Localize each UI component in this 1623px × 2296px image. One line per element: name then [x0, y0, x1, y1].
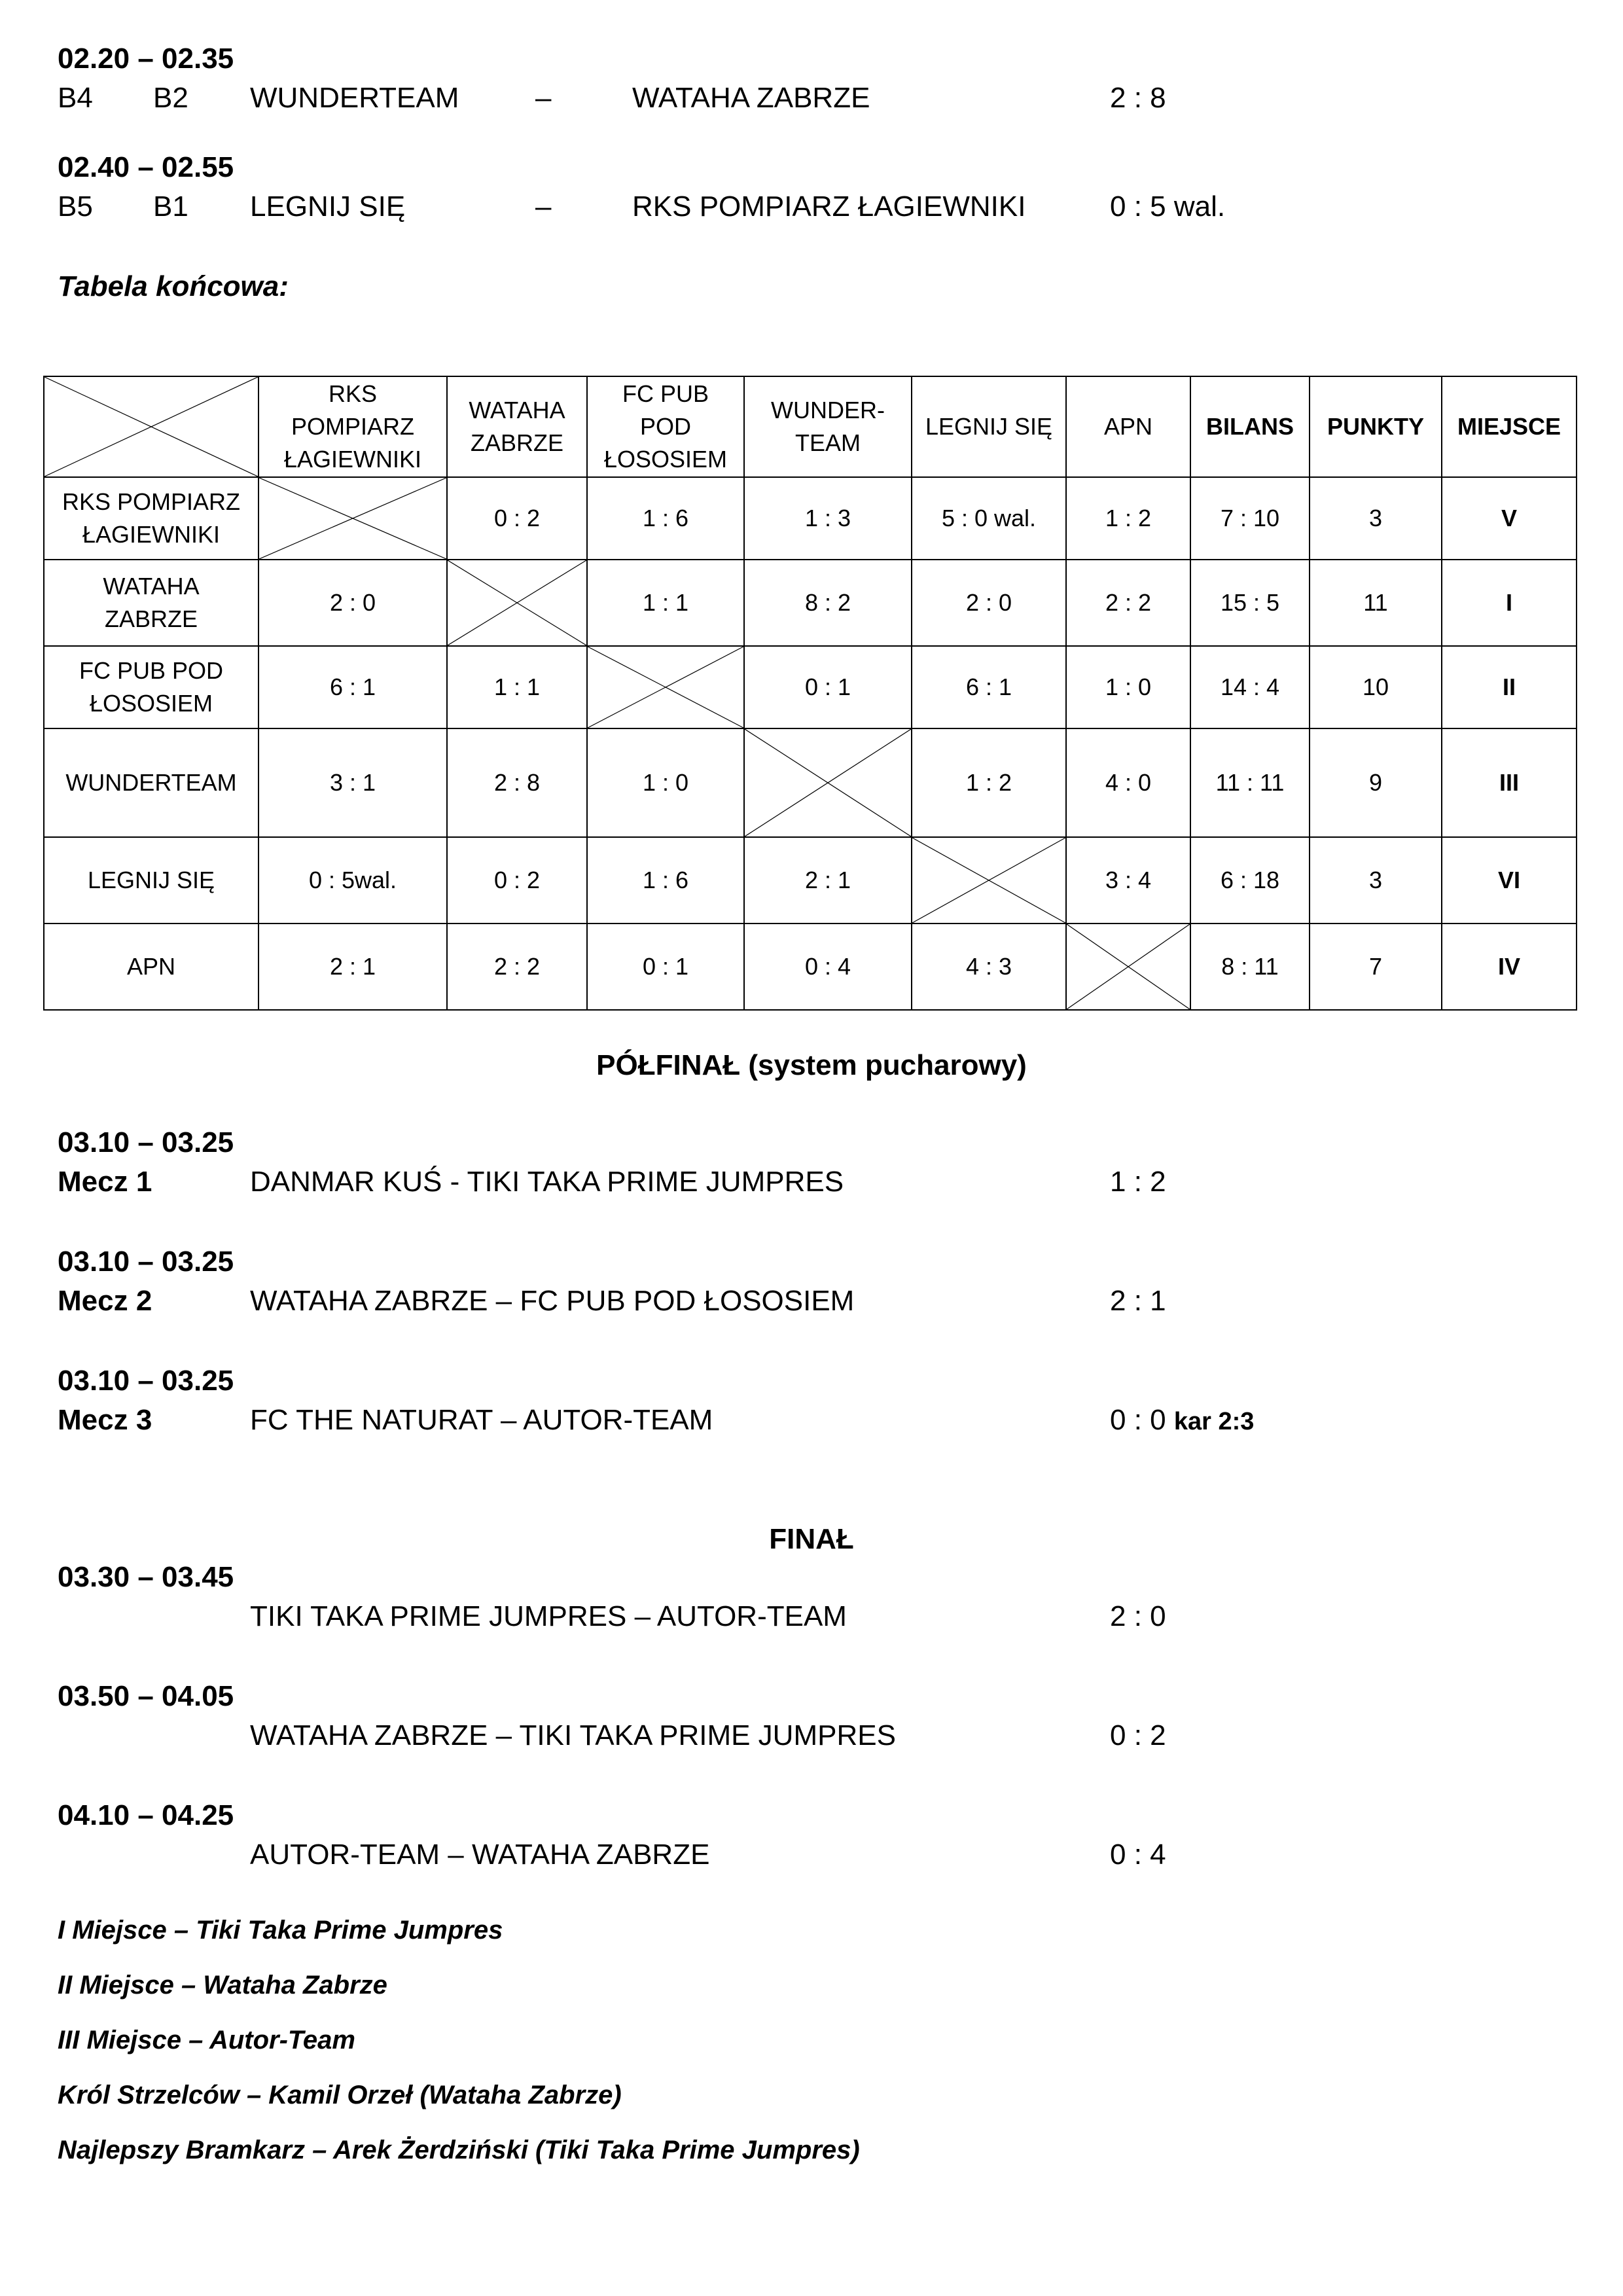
- home-team: LEGNIJ SIĘ: [250, 190, 406, 223]
- result-line: III Miejsce – Autor-Team: [58, 2026, 355, 2054]
- corner-cell: [44, 376, 259, 477]
- result-line: II Miejsce – Wataha Zabrze: [58, 1971, 387, 2000]
- score-cell: 3 : 4: [1066, 837, 1190, 924]
- points-cell: 3: [1310, 477, 1442, 560]
- match-label: Mecz 3: [58, 1404, 152, 1436]
- balance-cell: 15 : 5: [1190, 560, 1310, 646]
- score-cell: 1 : 6: [587, 477, 744, 560]
- score-cell: 6 : 1: [912, 646, 1066, 728]
- score: 0 : 2: [1110, 1719, 1166, 1751]
- self-match-cell: [912, 837, 1066, 924]
- match-label: Mecz 2: [58, 1285, 152, 1317]
- score: 0 : 5 wal.: [1110, 190, 1226, 223]
- score-cell: 0 : 5wal.: [259, 837, 447, 924]
- self-match-cell: [447, 560, 587, 646]
- score-cell: 4 : 3: [912, 924, 1066, 1010]
- table-header-row: [44, 376, 1577, 477]
- col-header: LEGNIJ SIĘ: [912, 376, 1066, 477]
- final-title: FINAŁ: [769, 1523, 854, 1555]
- home-team: WUNDERTEAM: [250, 82, 459, 114]
- points-cell: 11: [1310, 560, 1442, 646]
- score-cell: 1 : 1: [587, 560, 744, 646]
- score-value: 0 : 0: [1110, 1404, 1166, 1436]
- result-line: I Miejsce – Tiki Taka Prime Jumpres: [58, 1916, 503, 1945]
- match-time: 04.10 – 04.25: [58, 1799, 234, 1831]
- place-cell: VI: [1442, 837, 1577, 924]
- score-cell: 2 : 2: [1066, 560, 1190, 646]
- match-time: 03.10 – 03.25: [58, 1246, 234, 1278]
- match-time: 02.40 – 02.55: [58, 151, 234, 183]
- self-match-cell: [744, 728, 912, 837]
- cross-mark: [588, 647, 743, 728]
- table-row: [44, 477, 1577, 560]
- self-match-cell: [1066, 924, 1190, 1010]
- score-cell: 2 : 0: [259, 560, 447, 646]
- cross-mark: [448, 560, 586, 645]
- points-cell: 3: [1310, 837, 1442, 924]
- away-team: RKS POMPIARZ ŁAGIEWNIKI: [632, 190, 1026, 223]
- row-team-name: LEGNIJ SIĘ: [44, 837, 259, 924]
- score-value: 1 : 2: [1110, 1166, 1166, 1198]
- score: [1110, 1402, 1254, 1440]
- col-header: APN: [1066, 376, 1190, 477]
- match-time: 02.20 – 02.35: [58, 43, 234, 75]
- score-value: 2 : 1: [1110, 1285, 1166, 1317]
- score-cell: 4 : 0: [1066, 728, 1190, 837]
- group-code: B4: [58, 82, 93, 114]
- row-team-name: RKS POMPIARZ ŁAGIEWNIKI: [44, 477, 259, 560]
- cross-mark: [259, 478, 446, 559]
- match-teams: FC THE NATURAT – AUTOR-TEAM: [250, 1404, 713, 1436]
- score-cell: 1 : 2: [1066, 477, 1190, 560]
- balance-cell: 8 : 11: [1190, 924, 1310, 1010]
- dash: –: [535, 82, 552, 114]
- result-line: Najlepszy Bramkarz – Arek Żerdziński (Tiki Taka Prime Jumpres): [58, 2136, 860, 2164]
- cross-mark: [45, 377, 258, 476]
- group-code: B5: [58, 190, 93, 223]
- penalty-note: kar 2:3: [1173, 1408, 1255, 1435]
- standings-table: [43, 376, 1577, 1011]
- score-cell: 1 : 0: [587, 728, 744, 837]
- score-cell: 2 : 2: [447, 924, 587, 1010]
- match-teams: WATAHA ZABRZE – FC PUB POD ŁOSOSIEM: [250, 1285, 855, 1317]
- group-code: B1: [153, 190, 188, 223]
- score-cell: 0 : 1: [744, 646, 912, 728]
- score-cell: 8 : 2: [744, 560, 912, 646]
- cross-mark: [1067, 924, 1190, 1009]
- place-cell: IV: [1442, 924, 1577, 1010]
- score-cell: 1 : 1: [447, 646, 587, 728]
- col-header: WATAHA ZABRZE: [447, 376, 587, 477]
- match-time: 03.10 – 03.25: [58, 1365, 234, 1397]
- score-cell: 0 : 2: [447, 477, 587, 560]
- score-cell: 6 : 1: [259, 646, 447, 728]
- match-time: 03.30 – 03.45: [58, 1561, 234, 1593]
- col-header: FC PUB POD ŁOSOSIEM: [587, 376, 744, 477]
- table-row: [44, 837, 1577, 924]
- col-header: PUNKTY: [1310, 376, 1442, 477]
- score-cell: 1 : 0: [1066, 646, 1190, 728]
- place-cell: III: [1442, 728, 1577, 837]
- score-cell: 1 : 6: [587, 837, 744, 924]
- balance-cell: 14 : 4: [1190, 646, 1310, 728]
- row-team-name: WATAHA ZABRZE: [44, 560, 259, 646]
- table-row: [44, 924, 1577, 1010]
- group-code: B2: [153, 82, 188, 114]
- score: [1110, 1283, 1166, 1319]
- row-team-name: WUNDERTEAM: [44, 728, 259, 837]
- self-match-cell: [259, 477, 447, 560]
- score-cell: 2 : 8: [447, 728, 587, 837]
- score-cell: 5 : 0 wal.: [912, 477, 1066, 560]
- points-cell: 10: [1310, 646, 1442, 728]
- balance-cell: 7 : 10: [1190, 477, 1310, 560]
- score: 0 : 4: [1110, 1839, 1166, 1871]
- self-match-cell: [587, 646, 744, 728]
- points-cell: 7: [1310, 924, 1442, 1010]
- table-title: Tabela końcowa:: [58, 270, 289, 302]
- row-team-name: APN: [44, 924, 259, 1010]
- match-teams: AUTOR-TEAM – WATAHA ZABRZE: [250, 1839, 710, 1871]
- match-teams: TIKI TAKA PRIME JUMPRES – AUTOR-TEAM: [250, 1600, 847, 1632]
- score-cell: 2 : 0: [912, 560, 1066, 646]
- cross-mark: [912, 838, 1065, 923]
- score-cell: 0 : 1: [587, 924, 744, 1010]
- score-cell: 3 : 1: [259, 728, 447, 837]
- col-header: RKS POMPIARZ ŁAGIEWNIKI: [259, 376, 447, 477]
- table-row: [44, 560, 1577, 646]
- semifinal-title: PÓŁFINAŁ (system pucharowy): [596, 1049, 1027, 1081]
- dash: –: [535, 190, 552, 223]
- place-cell: V: [1442, 477, 1577, 560]
- match-teams: DANMAR KUŚ - TIKI TAKA PRIME JUMPRES: [250, 1166, 844, 1198]
- col-header: WUNDER-TEAM: [744, 376, 912, 477]
- points-cell: 9: [1310, 728, 1442, 837]
- match-label: Mecz 1: [58, 1166, 152, 1198]
- score-cell: 0 : 2: [447, 837, 587, 924]
- score: 2 : 8: [1110, 82, 1166, 114]
- score-cell: 0 : 4: [744, 924, 912, 1010]
- match-time: 03.10 – 03.25: [58, 1126, 234, 1158]
- score-cell: 1 : 3: [744, 477, 912, 560]
- row-team-name: FC PUB POD ŁOSOSIEM: [44, 646, 259, 728]
- balance-cell: 11 : 11: [1190, 728, 1310, 837]
- away-team: WATAHA ZABRZE: [632, 82, 870, 114]
- place-cell: II: [1442, 646, 1577, 728]
- match-time: 03.50 – 04.05: [58, 1680, 234, 1712]
- col-header: BILANS: [1190, 376, 1310, 477]
- score-cell: 1 : 2: [912, 728, 1066, 837]
- place-cell: I: [1442, 560, 1577, 646]
- score-cell: 2 : 1: [744, 837, 912, 924]
- result-line: Król Strzelców – Kamil Orzeł (Wataha Zabrze): [58, 2081, 622, 2109]
- table-row: [44, 646, 1577, 728]
- score: 2 : 0: [1110, 1600, 1166, 1632]
- score: [1110, 1164, 1166, 1200]
- match-teams: WATAHA ZABRZE – TIKI TAKA PRIME JUMPRES: [250, 1719, 896, 1751]
- table-row: [44, 728, 1577, 837]
- score-cell: 2 : 1: [259, 924, 447, 1010]
- balance-cell: 6 : 18: [1190, 837, 1310, 924]
- col-header: MIEJSCE: [1442, 376, 1577, 477]
- cross-mark: [745, 729, 911, 836]
